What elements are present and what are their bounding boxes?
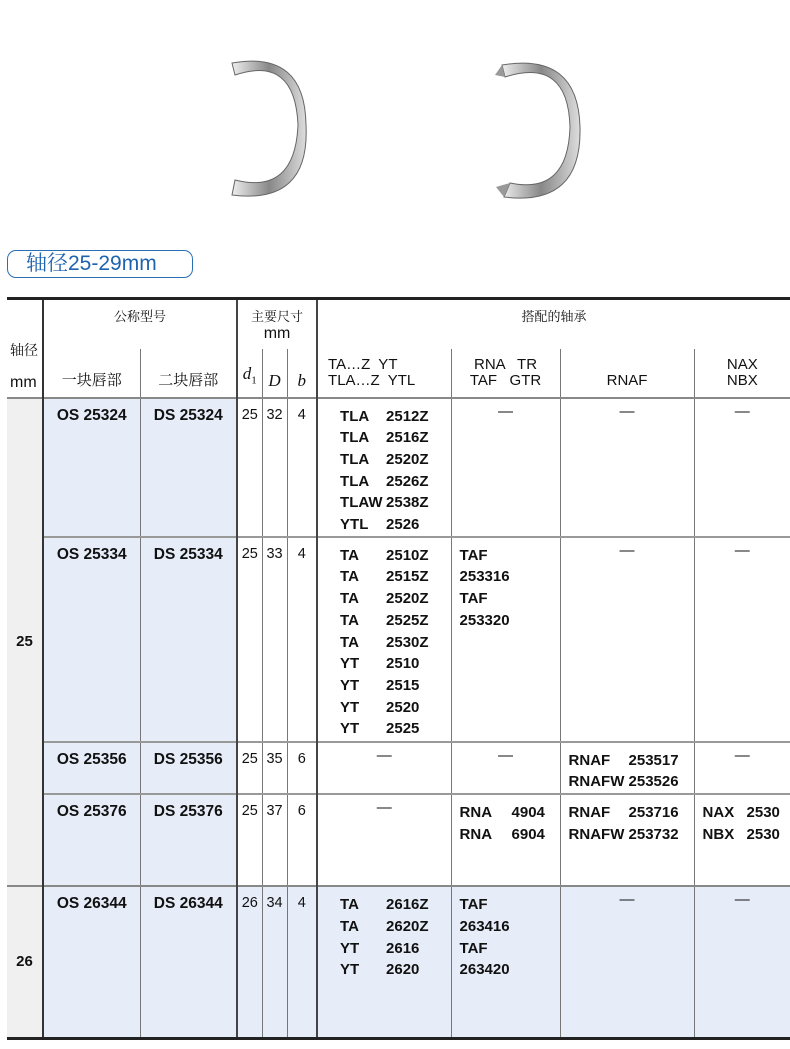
bearing-entry: [340, 449, 451, 471]
bearing-number: 2516Z: [386, 429, 429, 447]
bearing-number: 2525Z: [386, 611, 429, 629]
bearing-entry: [460, 588, 560, 631]
bearing-series: YT: [340, 720, 360, 738]
os-model: OS 25376: [43, 794, 140, 886]
rnaf-cell: —: [560, 537, 694, 742]
bearing-number: 253526: [628, 773, 679, 791]
bearing-entry: [703, 824, 790, 846]
bearing-number: 2520Z: [386, 450, 429, 468]
rnaf-cell: —: [560, 886, 694, 1038]
bearing-entry: [569, 802, 694, 824]
bearing-number: 263416: [459, 917, 510, 935]
rna-cell: [451, 794, 560, 886]
bearing-number: 2616Z: [386, 896, 429, 914]
bearing-series: TAF: [459, 546, 488, 564]
bearing-series: TLA: [340, 407, 370, 425]
bearing-number: 6904: [511, 825, 545, 843]
bearing-number: 253320: [459, 611, 510, 629]
bearing-series: RNA: [459, 825, 493, 843]
bearing-number: 253716: [628, 804, 679, 822]
b-value: 4: [287, 537, 317, 742]
bearing-number: 253517: [628, 751, 679, 769]
bearing-number: 2512Z: [386, 407, 429, 425]
b-value: 6: [287, 742, 317, 794]
bearing-entry: [703, 802, 790, 824]
bearing-number: 2620: [386, 961, 420, 979]
bearing-number: 2616: [386, 939, 420, 957]
header-shaft: 轴径 mm: [7, 299, 43, 398]
rna-cell: —: [451, 398, 560, 537]
table-row: [7, 537, 790, 742]
single-lip-seal-image: [220, 55, 310, 205]
header-rna: RNA TR TAF GTR: [451, 349, 560, 398]
d1-value: 25: [237, 537, 262, 742]
bearing-entry: [340, 959, 451, 981]
header-rnaf: RNAF: [560, 349, 694, 398]
bearing-entry: [340, 588, 451, 610]
D-value: 37: [262, 794, 287, 886]
bearing-series: YTL: [340, 516, 369, 534]
bearing-entry: [340, 427, 451, 449]
rna-cell: [451, 886, 560, 1038]
ta-cell: [317, 398, 451, 537]
bearing-series: RNAF: [568, 804, 611, 822]
bearing-entry: [340, 675, 451, 697]
bearing-number: 2526: [386, 516, 420, 534]
ta-cell: [317, 537, 451, 742]
bearing-number: 2510: [386, 655, 420, 673]
bearing-series: TAF: [459, 939, 488, 957]
bearing-series: YT: [340, 655, 360, 673]
bearing-series: YT: [340, 961, 360, 979]
rnaf-cell: [560, 742, 694, 794]
bearing-series: TAF: [459, 590, 488, 608]
bearing-entry: [340, 610, 451, 632]
d1-value: 25: [237, 398, 262, 537]
bearing-number: 263420: [459, 961, 510, 979]
bearing-series: TA: [340, 590, 359, 608]
bearing-series: TA: [340, 611, 359, 629]
table-row: [7, 398, 790, 537]
D-value: 32: [262, 398, 287, 537]
os-model: OS 26344: [43, 886, 140, 1038]
bearing-series: YT: [340, 698, 360, 716]
nax-cell: —: [694, 886, 790, 1038]
table-row: [7, 886, 790, 1038]
bearing-number: 2620Z: [386, 917, 429, 935]
bearing-series: RNA: [459, 804, 493, 822]
bearing-entry: [340, 653, 451, 675]
bearing-entry: [569, 824, 694, 846]
bearing-entry: [460, 938, 560, 981]
bearing-series: TLA: [340, 472, 370, 490]
bearing-number: 2538Z: [386, 494, 429, 512]
bearing-series: TA: [340, 546, 359, 564]
header-b: b: [287, 349, 317, 398]
bearing-number: 2520Z: [386, 590, 429, 608]
bearing-entry: [340, 514, 451, 536]
bearing-number: 2525: [386, 720, 420, 738]
double-lip-seal-image: [490, 55, 585, 205]
bearing-series: TLAW: [340, 494, 383, 512]
header-D: D: [262, 349, 287, 398]
table-row: [7, 742, 790, 794]
ta-cell: —: [317, 794, 451, 886]
bearing-entry: [460, 802, 560, 824]
bearing-series: TAF: [459, 896, 488, 914]
ds-model: DS 25324: [140, 398, 237, 537]
bearing-series: TA: [340, 896, 359, 914]
rna-cell: [451, 537, 560, 742]
nax-cell: —: [694, 537, 790, 742]
header-dims: 主要尺寸 mm: [237, 299, 317, 349]
bearing-series: RNAFW: [568, 825, 625, 843]
ds-model: DS 26344: [140, 886, 237, 1038]
bearing-number: 2520: [386, 698, 420, 716]
ta-cell: [317, 886, 451, 1038]
shaft-diameter: 25: [7, 398, 43, 887]
b-value: 4: [287, 398, 317, 537]
bearing-series: RNAF: [568, 751, 611, 769]
bearing-series: TLA: [340, 450, 370, 468]
bearing-entry: [340, 545, 451, 567]
d1-value: 25: [237, 742, 262, 794]
os-model: OS 25356: [43, 742, 140, 794]
bearing-entry: [569, 750, 694, 772]
bearing-number: 253732: [628, 825, 679, 843]
bearing-entry: [340, 894, 451, 916]
bearing-entry: [340, 916, 451, 938]
d1-value: 26: [237, 886, 262, 1038]
bearing-number: 2530: [746, 825, 780, 843]
bearing-number: 253316: [459, 568, 510, 586]
bearing-series: TLA: [340, 429, 370, 447]
table-row: [7, 794, 790, 886]
shaft-diameter: 26: [7, 886, 43, 1038]
bearing-series: NAX: [702, 804, 735, 822]
bearing-number: 2530Z: [386, 633, 429, 651]
bearing-number: 2510Z: [386, 546, 429, 564]
ds-model: DS 25356: [140, 742, 237, 794]
bearing-number: 4904: [511, 804, 545, 822]
D-value: 34: [262, 886, 287, 1038]
d1-value: 25: [237, 794, 262, 886]
bearing-number: 2530: [746, 804, 780, 822]
bearing-number: 2515: [386, 676, 420, 694]
bearing-entry: [340, 938, 451, 960]
bearing-number: 2515Z: [386, 568, 429, 586]
rna-cell: —: [451, 742, 560, 794]
b-value: 6: [287, 794, 317, 886]
ta-cell: —: [317, 742, 451, 794]
b-value: 4: [287, 886, 317, 1038]
bearing-entry: [340, 492, 451, 514]
bearing-series: TA: [340, 633, 359, 651]
bearing-series: TA: [340, 568, 359, 586]
seal-spec-table: [7, 297, 790, 1040]
section-badge: 轴径25-29mm: [7, 250, 193, 278]
header-nominal: 公称型号: [43, 299, 237, 349]
bearing-entry: [340, 697, 451, 719]
bearing-entry: [460, 824, 560, 846]
bearing-number: 2526Z: [386, 472, 429, 490]
header-d1: $d_1$: [237, 349, 262, 398]
bearing-series: YT: [340, 939, 360, 957]
bearing-entry: [340, 471, 451, 493]
bearing-entry: [340, 566, 451, 588]
bearing-entry: [460, 545, 560, 588]
os-model: OS 25324: [43, 398, 140, 537]
rnaf-cell: [560, 794, 694, 886]
D-value: 33: [262, 537, 287, 742]
header-nax: NAX NBX: [694, 349, 790, 398]
D-value: 35: [262, 742, 287, 794]
nax-cell: —: [694, 398, 790, 537]
header-one-lip: 一块唇部: [43, 349, 140, 398]
bearing-entry: [340, 406, 451, 428]
bearing-series: RNAFW: [568, 773, 625, 791]
bearing-series: TA: [340, 917, 359, 935]
header-two-lip: 二块唇部: [140, 349, 237, 398]
ds-model: DS 25334: [140, 537, 237, 742]
bearing-entry: [460, 894, 560, 937]
bearing-entry: [569, 771, 694, 793]
bearing-entry: [340, 718, 451, 740]
nax-cell: —: [694, 742, 790, 794]
bearing-series: NBX: [702, 825, 735, 843]
os-model: OS 25334: [43, 537, 140, 742]
header-ta: TA…Z YT TLA…Z YTL: [317, 349, 451, 398]
bearing-series: YT: [340, 676, 360, 694]
bearing-entry: [340, 632, 451, 654]
header-bearings: 搭配的轴承: [317, 299, 790, 349]
ds-model: DS 25376: [140, 794, 237, 886]
rnaf-cell: —: [560, 398, 694, 537]
nax-cell: [694, 794, 790, 886]
